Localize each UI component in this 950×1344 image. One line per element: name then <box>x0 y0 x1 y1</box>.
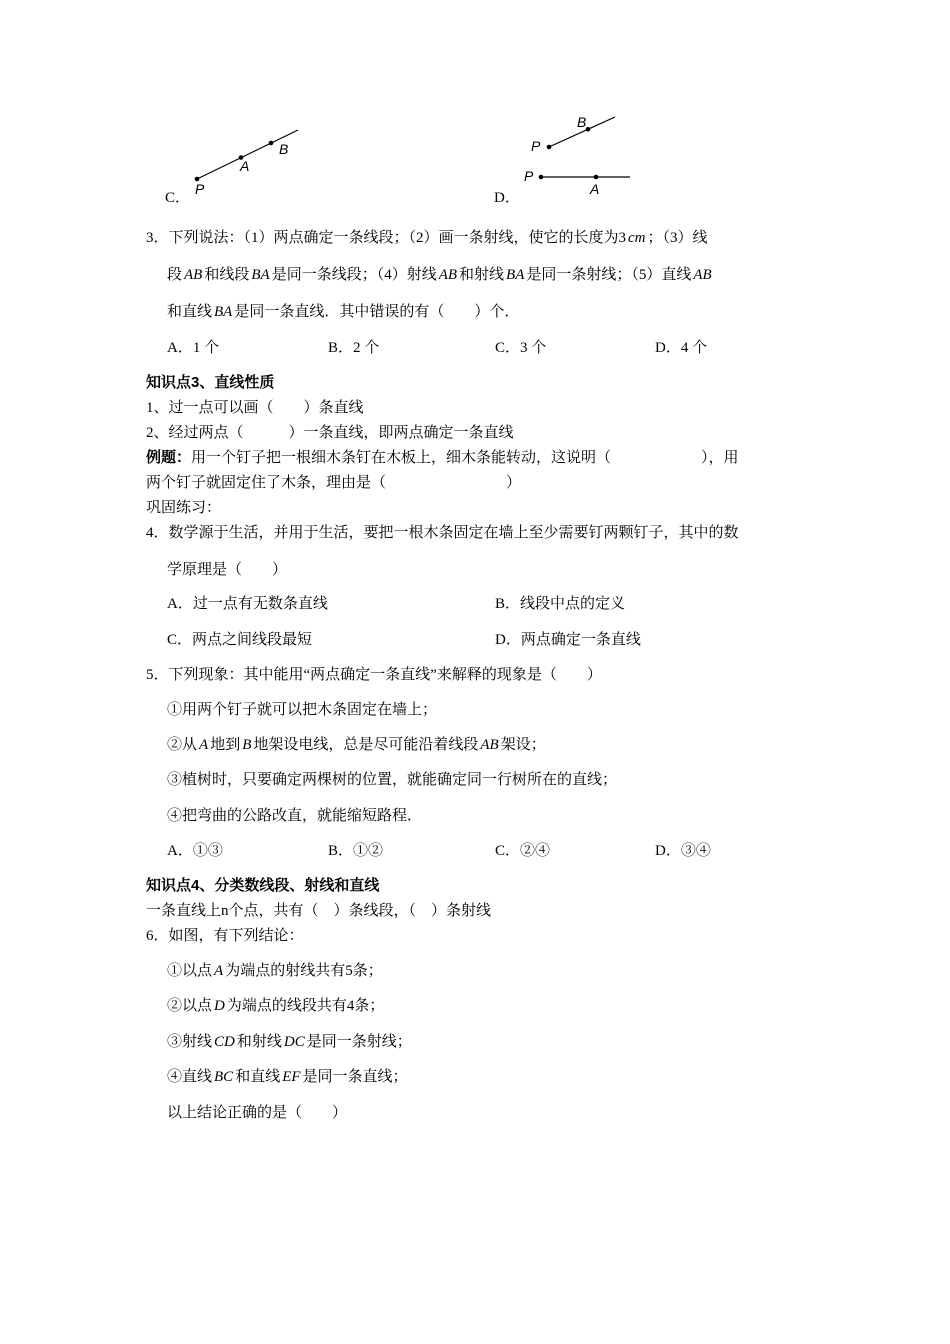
q5-option-a: A．①③ <box>167 843 223 859</box>
figure-d-label-p-upper: P <box>531 138 541 154</box>
kp3-item-1: 1、过一点可以画（ ）条直线 <box>146 400 364 416</box>
q3-option-a: A．1 个 <box>167 340 220 356</box>
q6-ending: 以上结论正确的是（ ） <box>167 1105 348 1121</box>
figure-d-label-a: A <box>590 181 600 197</box>
q3-line-3 <box>167 302 519 322</box>
example-label: 例题： <box>146 449 192 466</box>
text-run: 是同一条直线； <box>302 1069 408 1085</box>
kp3-item-2: 2、经过两点（ ）一条直线，即两点确定一条直线 <box>146 425 514 441</box>
q5-item-2 <box>167 735 546 755</box>
q3-option-d: D．4 个 <box>655 340 708 356</box>
text-run: 和射线 <box>236 1034 282 1050</box>
q3-line-2 <box>167 265 714 285</box>
text-run: 和直线 <box>235 1069 281 1085</box>
q6-item-2 <box>167 996 384 1016</box>
text-run: 是同一条线段；（4）射线 <box>271 267 437 283</box>
figure-d-label-p-lower: P <box>524 168 534 184</box>
kp4-item-1: 一条直线上n个点，共有（ ）条线段，（ ）条射线 <box>146 903 492 919</box>
q6-item-1 <box>167 961 383 981</box>
figure-c-label-p: P <box>195 181 205 197</box>
math-var: BA <box>251 267 270 283</box>
math-var: BA <box>506 267 525 283</box>
figure-d-lower-point-p <box>539 175 544 180</box>
text-run: 为端点的射线共有5条； <box>225 963 383 979</box>
math-var: AB <box>184 267 203 283</box>
math-var: AB <box>438 267 458 283</box>
q6-item-3 <box>167 1032 412 1052</box>
math-var: AB <box>480 737 499 753</box>
text-run: 是同一条直线．其中错误的有（ ）个． <box>234 304 520 320</box>
option-c-label: C． <box>165 190 191 206</box>
figure-d <box>524 114 630 197</box>
text-run: ③植树时，只要确定两棵树的位置，就能确定同一行树所在的直线； <box>167 772 618 788</box>
text-run: ④直线 <box>167 1069 213 1085</box>
math-var: EF <box>282 1069 301 1085</box>
text-run: 和线段 <box>204 267 250 283</box>
q6-stem: 6．如图，有下列结论： <box>146 928 304 944</box>
text-run: 和直线 <box>167 304 213 320</box>
figure-d-label-b: B <box>577 114 587 130</box>
math-var: DC <box>283 1034 305 1050</box>
kp3-title: 知识点3、直线性质 <box>146 374 275 391</box>
q4-line-2: 学原理是（ ） <box>167 562 288 578</box>
text-run: 段 <box>167 267 183 283</box>
text-run: ①用两个钉子就可以把木条固定在墙上； <box>167 702 438 718</box>
q6-item-4 <box>167 1067 408 1087</box>
figure-c <box>195 130 298 197</box>
math-var: A <box>199 737 209 753</box>
math-var: cm <box>628 230 646 246</box>
q5-option-b: B．①② <box>328 843 384 859</box>
q5-item-1 <box>167 700 437 720</box>
q5-stem: 5．下列现象：其中能用“两点确定一条直线”来解释的现象是（ ） <box>146 667 602 683</box>
text-run: 是同一条射线； <box>306 1034 412 1050</box>
text-run: ②从 <box>167 737 198 753</box>
text-run: 和射线 <box>459 267 505 283</box>
text-run: ②以点 <box>167 998 213 1014</box>
q5-item-3 <box>167 770 617 790</box>
math-var: CD <box>214 1034 235 1050</box>
figure-d-upper-point-b <box>586 127 591 132</box>
text-run: ④把弯曲的公路改直，就能缩短路程． <box>167 808 423 824</box>
q4-option-b: B．线段中点的定义 <box>495 596 626 612</box>
option-d-label: D． <box>494 190 520 206</box>
text-run: 为端点的线段共有4条； <box>226 998 385 1014</box>
text-run: 用一个钉子把一根细木条钉在木板上，细木条能转动，这说明（ ），用 <box>191 450 739 466</box>
text-run: 3．下列说法：（1）两点确定一条线段；（2）画一条射线，使它的长度为3 <box>146 230 627 246</box>
text-run: 是同一条射线；（5）直线 <box>526 267 692 283</box>
kp3-example-line-2: 两个钉子就固定住了木条，理由是（ ） <box>146 475 522 491</box>
text-run: ③射线 <box>167 1034 213 1050</box>
q3-line-1 <box>146 228 708 248</box>
text-run: 架设； <box>500 737 546 753</box>
q4-option-c: C．两点之间线段最短 <box>167 632 313 648</box>
kp4-title: 知识点4、分类数线段、射线和直线 <box>146 877 380 894</box>
figure-c-label-a: A <box>240 158 250 174</box>
text-run: 地到 <box>210 737 241 753</box>
kp3-example-line-1 <box>146 448 739 468</box>
kp3-practice-label: 巩固练习： <box>146 500 222 516</box>
text-run: 地架设电线，总是尽可能沿着线段 <box>253 737 479 753</box>
text-run: ①以点 <box>167 963 213 979</box>
q5-option-d: D．③④ <box>655 843 711 859</box>
figure-c-point-b <box>269 141 274 146</box>
math-var: A <box>214 963 224 979</box>
q3-option-c: C．3 个 <box>495 340 547 356</box>
q3-option-b: B．2 个 <box>328 340 380 356</box>
math-var: AB <box>693 267 712 283</box>
text-run: ；（3）线 <box>647 230 708 246</box>
math-var: BC <box>214 1069 234 1085</box>
figure-c-label-b: B <box>279 141 289 157</box>
q5-item-4 <box>167 806 422 826</box>
option-figures <box>0 0 950 220</box>
q5-option-c: C．②④ <box>495 843 551 859</box>
q4-option-d: D．两点确定一条直线 <box>495 632 641 648</box>
q4-line-1: 4．数学源于生活，并用于生活，要把一根木条固定在墙上至少需要钉两颗钉子，其中的数 <box>146 525 739 541</box>
figure-d-upper-point-p <box>547 145 552 150</box>
math-var: BA <box>214 304 233 320</box>
q4-option-a: A．过一点有无数条直线 <box>167 596 328 612</box>
math-var: B <box>242 737 252 753</box>
math-var: D <box>214 998 225 1014</box>
figure-d-lower-point-a <box>594 175 599 180</box>
